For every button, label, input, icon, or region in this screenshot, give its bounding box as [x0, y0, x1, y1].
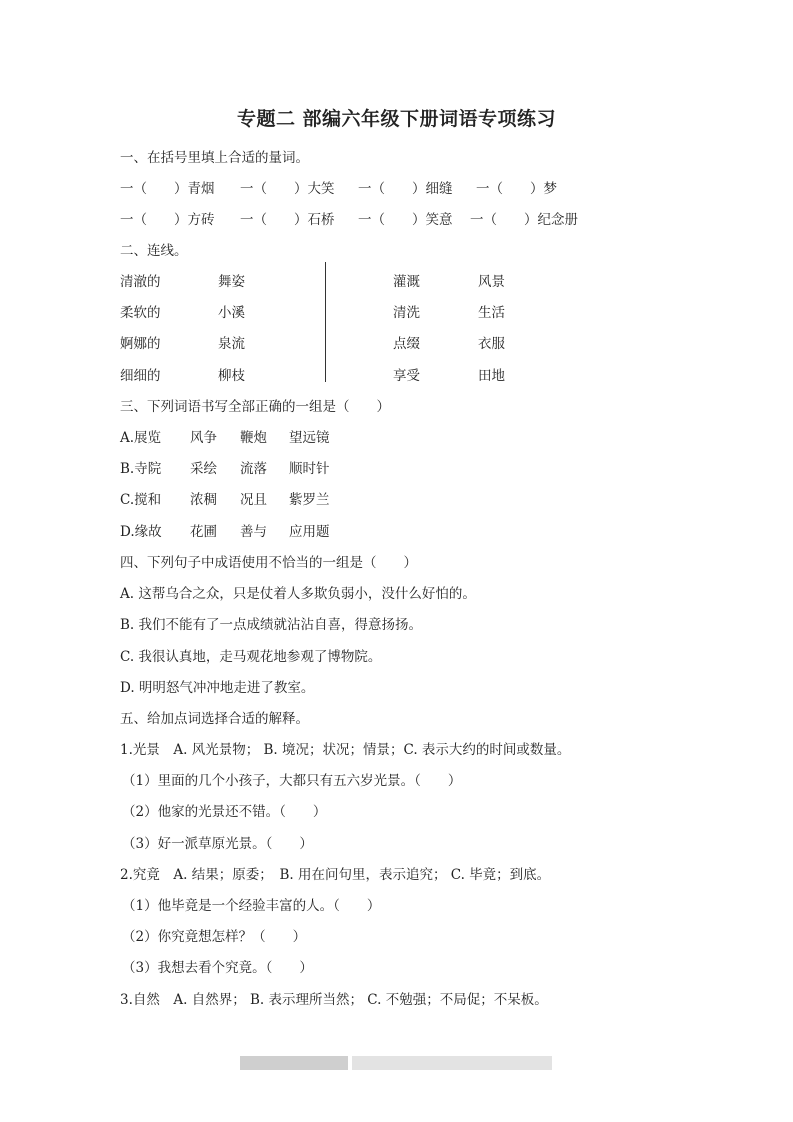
- match-word: 婀娜的: [120, 336, 161, 352]
- question-2: 2.究竟 A. 结果；原委； B. 用在问句里，表示追究； C. 毕竟；到底。: [120, 867, 551, 883]
- measure-word-item: 一（ ）梦: [476, 181, 557, 197]
- match-word: 清澈的: [120, 274, 161, 290]
- footer-watermark: [240, 1056, 348, 1070]
- page-title: 专题二 部编六年级下册词语专项练习: [236, 108, 557, 130]
- match-word: 田地: [478, 368, 505, 384]
- sub-question: （1）他毕竟是一个经验丰富的人。（ ）: [122, 898, 381, 914]
- divider-line: [325, 262, 326, 382]
- option-word: C.搅和: [120, 492, 162, 508]
- footer-watermark: [352, 1056, 552, 1070]
- option-word: 流落: [240, 461, 267, 477]
- measure-word-item: 一（ ）大笑: [240, 181, 335, 197]
- match-word: 小溪: [218, 305, 245, 321]
- option-word: 采绘: [190, 461, 217, 477]
- match-word: 风景: [478, 274, 505, 290]
- option-sentence: C. 我很认真地，走马观花地参观了博物院。: [120, 649, 382, 665]
- match-word: 舞姿: [218, 274, 245, 290]
- measure-word-item: 一（ ）细缝: [358, 181, 453, 197]
- match-word: 灌溉: [393, 274, 420, 290]
- sub-question: （2）他家的光景还不错。（ ）: [122, 804, 327, 820]
- measure-word-item: 一（ ）笑意: [358, 212, 453, 228]
- option-word: 风争: [190, 430, 217, 446]
- section-5-heading: 五、给加点词选择合适的解释。: [120, 711, 309, 727]
- question-3: 3.自然 A. 自然界； B. 表示理所当然； C. 不勉强；不局促；不呆板。: [120, 992, 548, 1008]
- section-3-heading: 三、下列词语书写全部正确的一组是（ ）: [120, 399, 390, 415]
- option-word: D.缘故: [120, 524, 162, 540]
- section-1-heading: 一、在括号里填上合适的量词。: [120, 150, 309, 166]
- match-word: 细细的: [120, 368, 161, 384]
- option-word: A.展览: [120, 430, 162, 446]
- match-word: 柔软的: [120, 305, 161, 321]
- sub-question: （3）我想去看个究竟。（ ）: [122, 960, 313, 976]
- option-word: 善与: [240, 524, 267, 540]
- option-word: 鞭炮: [240, 430, 267, 446]
- match-word: 点缀: [393, 336, 420, 352]
- match-word: 清洗: [393, 305, 420, 321]
- measure-word-item: 一（ ）纪念册: [470, 212, 578, 228]
- option-word: B.寺院: [120, 461, 162, 477]
- option-word: 况且: [240, 492, 267, 508]
- option-word: 花圃: [190, 524, 217, 540]
- option-word: 望远镜: [289, 430, 330, 446]
- match-word: 享受: [393, 368, 420, 384]
- measure-word-item: 一（ ）石桥: [240, 212, 335, 228]
- question-1: 1.光景 A. 风光景物； B. 境况；状况；情景；C. 表示大约的时间或数量。: [120, 742, 571, 758]
- option-word: 浓稠: [190, 492, 217, 508]
- section-4-heading: 四、下列句子中成语使用不恰当的一组是（ ）: [120, 555, 417, 571]
- option-word: 紫罗兰: [289, 492, 330, 508]
- sub-question: （2）你究竟想怎样？（ ）: [122, 929, 307, 945]
- match-word: 泉流: [218, 336, 245, 352]
- sub-question: （3）好一派草原光景。（ ）: [122, 836, 313, 852]
- section-2-heading: 二、连线。: [120, 243, 188, 259]
- match-word: 生活: [478, 305, 505, 321]
- sub-question: （1）里面的几个小孩子，大都只有五六岁光景。（ ）: [122, 773, 462, 789]
- option-sentence: A. 这帮乌合之众，只是仗着人多欺负弱小，没什么好怕的。: [120, 586, 476, 602]
- measure-word-item: 一（ ）青烟: [120, 181, 215, 197]
- option-word: 顺时针: [289, 461, 330, 477]
- option-sentence: B. 我们不能有了一点成绩就沾沾自喜，得意扬扬。: [120, 617, 423, 633]
- match-word: 柳枝: [218, 368, 245, 384]
- option-sentence: D. 明明怒气冲冲地走进了教室。: [120, 680, 315, 696]
- match-word: 衣服: [478, 336, 505, 352]
- measure-word-item: 一（ ）方砖: [120, 212, 215, 228]
- option-word: 应用题: [289, 524, 330, 540]
